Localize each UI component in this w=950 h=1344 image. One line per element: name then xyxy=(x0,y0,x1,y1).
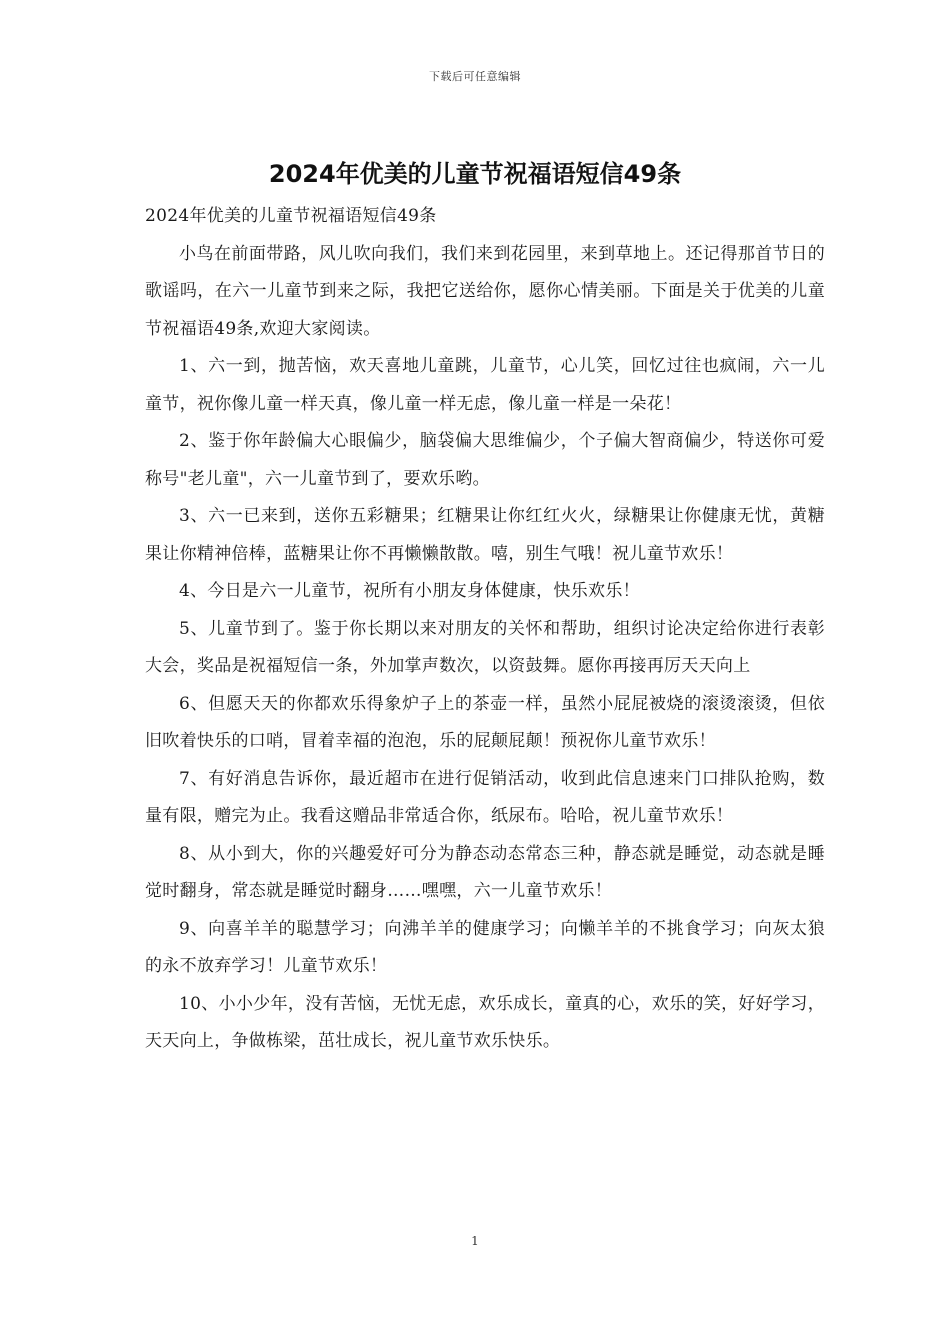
list-item: 8、从小到大，你的兴趣爱好可分为静态动态常态三种，静态就是睡觉，动态就是睡觉时翻身，常态就是睡觉时翻身……嘿嘿，六一儿童节欢乐！ xyxy=(145,843,825,901)
list-item: 6、但愿天天的你都欢乐得象炉子上的茶壶一样，虽然小屁屁被烧的滚烫滚烫，但依旧吹着快乐的口哨，冒着幸福的泡泡，乐的屁颠屁颠！预祝你儿童节欢乐！ xyxy=(145,693,825,751)
list-item: 1、六一到，抛苦恼，欢天喜地儿童跳，儿童节，心儿笑，回忆过往也疯闹，六一儿童节，祝你像儿童一样天真，像儿童一样无虑，像儿童一样是一朵花！ xyxy=(145,356,825,414)
list-item: 3、六一已来到，送你五彩糖果；红糖果让你红红火火，绿糖果让你健康无忧，黄糖果让你精神倍棒，蓝糖果让你不再懒懒散散。嘻，别生气哦！祝儿童节欢乐！ xyxy=(145,506,825,564)
list-item: 7、有好消息告诉你，最近超市在进行促销活动，收到此信息速来门口排队抢购，数量有限，赠完为止。我看这赠品非常适合你，纸尿布。哈哈，祝儿童节欢乐！ xyxy=(145,768,825,826)
list-item: 5、儿童节到了。鉴于你长期以来对朋友的关怀和帮助，组织讨论决定给你进行表彰大会，奖品是祝福短信一条，外加掌声数次，以资鼓舞。愿你再接再厉天天向上 xyxy=(145,618,825,676)
list-item: 4、今日是六一儿童节，祝所有小朋友身体健康，快乐欢乐！ xyxy=(179,581,640,601)
page-number: 1 xyxy=(471,1234,479,1248)
list-item: 9、向喜羊羊的聪慧学习；向沸羊羊的健康学习；向懒羊羊的不挑食学习；向灰太狼的永不放弃学习！儿童节欢乐！ xyxy=(145,918,825,976)
document-subtitle: 2024年优美的儿童节祝福语短信49条 xyxy=(145,206,437,226)
list-item: 2、鉴于你年龄偏大心眼偏少，脑袋偏大思维偏少，个子偏大智商偏少，特送你可爱称号"老儿童"，六一儿童节到了，要欢乐哟。 xyxy=(145,431,825,489)
document-body xyxy=(145,198,825,1061)
document-title: 2024年优美的儿童节祝福语短信49条 xyxy=(268,160,682,188)
list-item: 10、小小少年，没有苦恼，无忧无虑，欢乐成长，童真的心，欢乐的笑，好好学习，天天向上，争做栋梁，茁壮成长，祝儿童节欢乐快乐。 xyxy=(145,993,825,1051)
header-note: 下载后可任意编辑 xyxy=(429,70,521,83)
intro-paragraph: 小鸟在前面带路，风儿吹向我们，我们来到花园里，来到草地上。还记得那首节日的歌谣吗，在六一儿童节到来之际，我把它送给你，愿你心情美丽。下面是关于优美的儿童节祝福语49条,欢迎大家阅读。 xyxy=(145,243,825,339)
